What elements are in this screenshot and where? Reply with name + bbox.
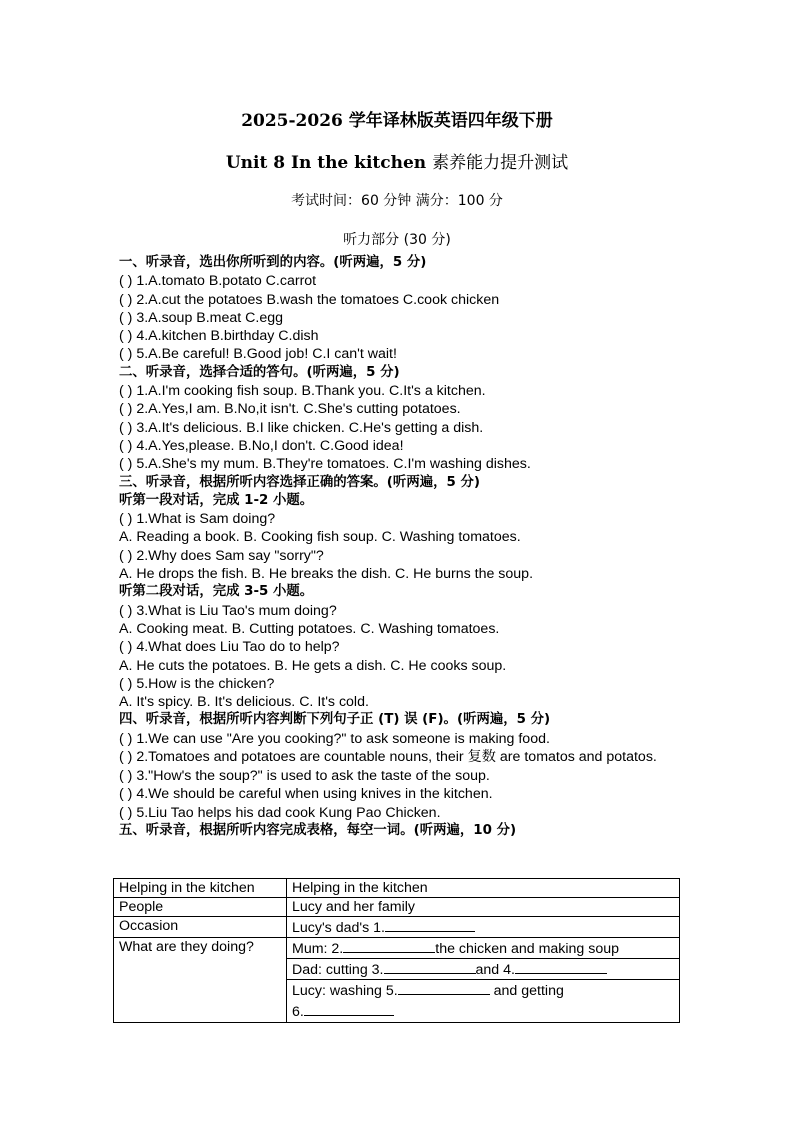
answer-options: A. Cooking meat. B. Cutting potatoes. C. Washing tomatoes. (119, 620, 500, 637)
test-subtitle: 素养能力提升测试 (432, 153, 569, 173)
cell-text: Lucy: washing 5. (292, 983, 398, 999)
answer-blank-3[interactable] (384, 959, 476, 974)
part1-heading: 一、听录音，选出你所听到的内容。(听两遍，5 分) (119, 255, 427, 270)
question-item: ( ) 2.A.cut the potatoes B.wash the tomatoes C.cook chicken (119, 291, 500, 308)
table-cell: Lucy and her family (287, 898, 680, 917)
question-item: ( ) 3.A.soup B.meat C.egg (119, 309, 284, 326)
cell-text: Mum: 2. (292, 941, 344, 957)
question-item: ( ) 3.What is Liu Tao's mum doing? (119, 602, 337, 619)
question-item: ( ) 1.We can use "Are you cooking?" to ask someone is making food. (119, 730, 550, 747)
question-item: ( ) 4.We should be careful when using knives in the kitchen. (119, 786, 493, 803)
part3-heading: 三、听录音，根据所听内容选择正确的答案。(听两遍，5 分) (119, 474, 480, 490)
table-row (114, 917, 680, 938)
answer-blank-4[interactable] (515, 959, 607, 974)
unit-title (0, 148, 794, 173)
worksheet-title: 2025-2026 学年译林版英语四年级下册 (241, 111, 553, 131)
question-item: ( ) 2.Tomatoes and potatoes are countable nouns, their 复数 are tomatos and potatos. (119, 749, 657, 766)
dialogue2-instruction: 听第二段对话，完成 3-5 小题。 (119, 584, 314, 600)
table-cell (287, 938, 680, 959)
answer-options: A. It's spicy. B. It's delicious. C. It's cold. (119, 694, 369, 711)
table-row (114, 898, 680, 917)
answer-blank-1[interactable] (385, 917, 475, 932)
part2-heading: 二、听录音，选择合适的答句。(听两遍，5 分) (119, 364, 400, 380)
section-title: 听力部分 (30 分) (343, 232, 451, 248)
question-item: ( ) 3."How's the soup?" is used to ask the taste of the soup. (119, 768, 490, 785)
cell-text: and getting (493, 983, 564, 999)
answer-options: A. Reading a book. B. Cooking fish soup. C. Washing tomatoes. (119, 529, 521, 546)
answer-blank-5[interactable] (398, 980, 490, 995)
table-cell: Occasion (114, 917, 287, 938)
worksheet-content (119, 254, 679, 840)
dialogue1-instruction: 听第一段对话，完成 1-2 小题。 (119, 492, 314, 508)
answer-blank-2[interactable] (343, 938, 435, 953)
question-item: ( ) 4.A.kitchen B.birthday C.dish (119, 328, 319, 345)
part5-heading: 五、听录音，根据所听内容完成表格，每空一词。(听两遍，10 分) (119, 822, 517, 838)
answer-options: A. He cuts the potatoes. B. He gets a dish. C. He cooks soup. (119, 657, 507, 674)
table-cell (287, 917, 680, 938)
question-item: ( ) 5.How is the chicken? (119, 675, 275, 692)
table-row (114, 879, 680, 898)
table-cell (287, 959, 680, 980)
answer-options: A. He drops the fish. B. He breaks the dish. C. He burns the soup. (119, 566, 534, 583)
question-item: ( ) 5.Liu Tao helps his dad cook Kung Pao Chicken. (119, 804, 441, 821)
question-item: ( ) 5.A.Be careful! B.Good job! C.I can't wait! (119, 346, 397, 363)
question-item: ( ) 1.What is Sam doing? (119, 511, 276, 528)
table-row (114, 938, 680, 959)
cell-text: the chicken and making soup (435, 941, 620, 957)
question-item: ( ) 1.A.tomato B.potato C.carrot (119, 273, 317, 290)
question-item: ( ) 4.What does Liu Tao do to help? (119, 639, 340, 656)
table-cell: What are they doing? (114, 938, 287, 1023)
question-item: ( ) 2.Why does Sam say "sorry"? (119, 547, 324, 564)
cell-text: 6. (292, 1004, 304, 1020)
table-cell: Helping in the kitchen (114, 879, 287, 898)
fill-in-table (113, 878, 680, 1023)
question-item: ( ) 3.A.It's delicious. B.I like chicken. C.He's getting a dish. (119, 419, 484, 436)
part4-heading: 四、听录音，根据所听内容判断下列句子正 (T) 误 (F)。(听两遍，5 分) (119, 712, 551, 728)
question-item: ( ) 2.A.Yes,I am. B.No,it isn't. C.She's cutting potatoes. (119, 401, 461, 418)
table-cell: Helping in the kitchen (287, 879, 680, 898)
cell-text: Lucy's dad's 1. (292, 920, 385, 936)
table-cell (287, 980, 680, 1023)
cell-text: and 4. (475, 962, 515, 978)
question-item: ( ) 1.A.I'm cooking fish soup. B.Thank you. C.It's a kitchen. (119, 383, 486, 400)
exam-info: 考试时间：60 分钟 满分：100 分 (291, 193, 503, 209)
question-item: ( ) 5.A.She's my mum. B.They're tomatoes. C.I'm washing dishes. (119, 456, 531, 473)
cell-text: Dad: cutting 3. (292, 962, 384, 978)
answer-blank-6[interactable] (304, 1001, 394, 1016)
table-cell: People (114, 898, 287, 917)
unit-name: Unit 8 In the kitchen (225, 153, 427, 173)
question-item: ( ) 4.A.Yes,please. B.No,I don't. C.Good idea! (119, 437, 404, 454)
